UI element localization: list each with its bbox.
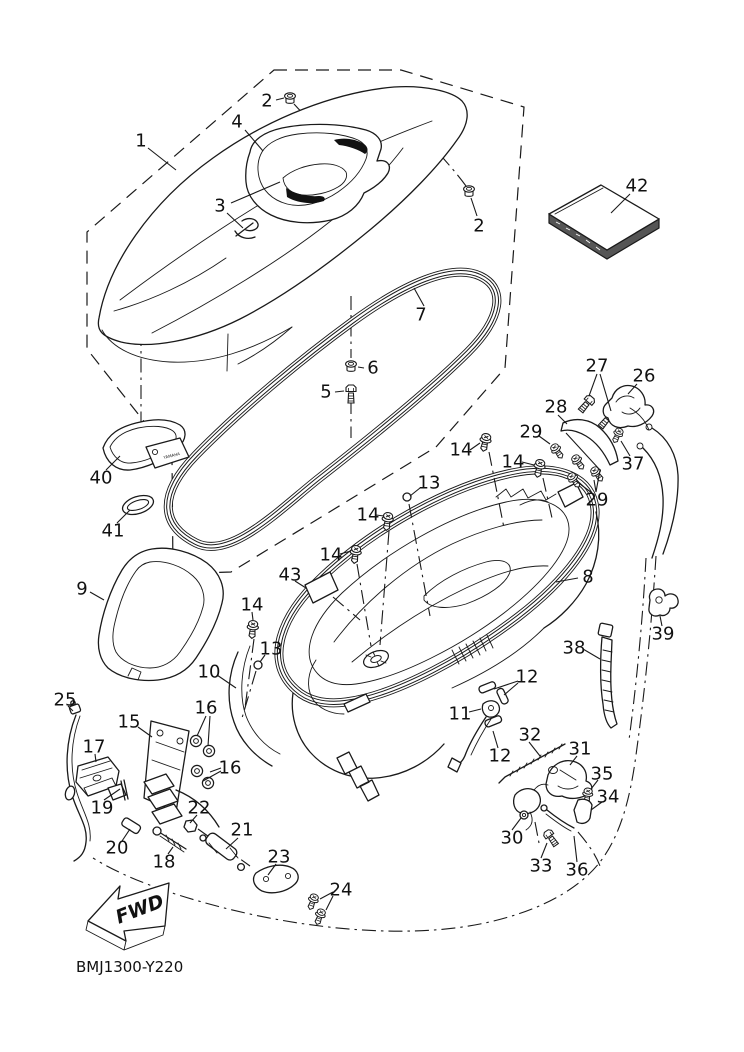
collar-16 xyxy=(191,765,202,776)
screw-24 xyxy=(312,908,327,927)
callout-23: 23 xyxy=(267,846,291,868)
callout-7: 7 xyxy=(415,304,427,326)
callout-36: 36 xyxy=(565,859,589,881)
cable-clamp xyxy=(649,589,678,616)
callout-29: 29 xyxy=(519,421,543,443)
nut-2 xyxy=(464,186,475,197)
collar-16 xyxy=(202,777,213,788)
callout-28: 28 xyxy=(544,396,568,418)
callout-12: 12 xyxy=(488,745,512,767)
cable-tie xyxy=(598,623,617,728)
pad-12 xyxy=(496,687,509,704)
storage-box xyxy=(229,470,599,801)
hook-11 xyxy=(482,701,499,717)
screw-14 xyxy=(246,620,259,639)
callout-35: 35 xyxy=(590,763,614,785)
callout-5: 5 xyxy=(320,381,332,403)
screw-14 xyxy=(478,433,493,453)
callout-21: 21 xyxy=(230,819,254,841)
seat-latch xyxy=(603,386,653,428)
callout-27: 27 xyxy=(585,355,609,377)
callout-34: 34 xyxy=(596,786,620,808)
callout-43: 43 xyxy=(278,564,302,586)
screw-24 xyxy=(305,893,320,912)
callout-31: 31 xyxy=(568,738,592,760)
collar-16 xyxy=(190,735,201,746)
callout-40: 40 xyxy=(89,467,113,489)
callout-11: 11 xyxy=(448,703,472,725)
diagram-code: BMJ1300-Y220 xyxy=(76,958,184,976)
callout-42: 42 xyxy=(625,175,649,197)
nut-6 xyxy=(346,361,357,372)
callout-17: 17 xyxy=(82,736,106,758)
callout-33: 33 xyxy=(529,855,553,877)
callout-14: 14 xyxy=(449,439,473,461)
callout-13: 13 xyxy=(259,638,283,660)
callout-4: 4 xyxy=(231,111,243,133)
screw-29 xyxy=(549,442,566,461)
fwd-arrow xyxy=(86,883,169,950)
callout-2: 2 xyxy=(473,215,485,237)
callout-16: 16 xyxy=(218,757,242,779)
callout-32: 32 xyxy=(518,724,542,746)
seat-mat-40 xyxy=(103,420,189,470)
screw-33 xyxy=(542,828,560,847)
screw-29 xyxy=(570,453,587,472)
lever-arm-23 xyxy=(254,865,299,893)
callout-10: 10 xyxy=(197,661,221,683)
callout-38: 38 xyxy=(562,637,586,659)
callout-14: 14 xyxy=(319,544,343,566)
callout-37: 37 xyxy=(621,453,645,475)
cable-36 xyxy=(547,810,574,828)
callout-14: 14 xyxy=(501,451,525,473)
callout-22: 22 xyxy=(187,797,211,819)
callout-15: 15 xyxy=(117,711,141,733)
pad-12 xyxy=(478,681,496,694)
callout-19: 19 xyxy=(90,797,114,819)
callout-41: 41 xyxy=(101,520,125,542)
lock-cables xyxy=(652,428,678,554)
callout-8: 8 xyxy=(582,566,594,588)
callout-30: 30 xyxy=(500,827,524,849)
callout-3: 3 xyxy=(214,195,226,217)
emblem-text: YAMAHA xyxy=(162,451,181,461)
callout-24: 24 xyxy=(329,879,353,901)
callout-39: 39 xyxy=(651,623,675,645)
fwd-label: FWD xyxy=(112,890,168,929)
callout-9: 9 xyxy=(76,578,88,600)
callout-18: 18 xyxy=(152,851,176,873)
callout-14: 14 xyxy=(240,594,264,616)
callout-26: 26 xyxy=(632,365,656,387)
lock-lever-30 xyxy=(514,789,541,814)
bolt-27 xyxy=(577,394,596,414)
seat-assembly xyxy=(98,87,467,371)
spacer-20 xyxy=(121,817,142,835)
callout-1: 1 xyxy=(135,130,147,152)
screw-5 xyxy=(346,385,356,403)
callout-20: 20 xyxy=(105,837,129,859)
callout-12: 12 xyxy=(515,666,539,688)
callout-14: 14 xyxy=(356,504,380,526)
callout-25: 25 xyxy=(53,689,77,711)
callout-6: 6 xyxy=(367,357,379,379)
bracket-34 xyxy=(574,799,592,823)
callout-16: 16 xyxy=(194,697,218,719)
nut-2 xyxy=(285,93,296,104)
callout-2: 2 xyxy=(261,90,273,112)
callout-13: 13 xyxy=(417,472,441,494)
screw-37 xyxy=(610,427,625,445)
collar-16 xyxy=(203,745,214,756)
callout-29: 29 xyxy=(585,489,609,511)
